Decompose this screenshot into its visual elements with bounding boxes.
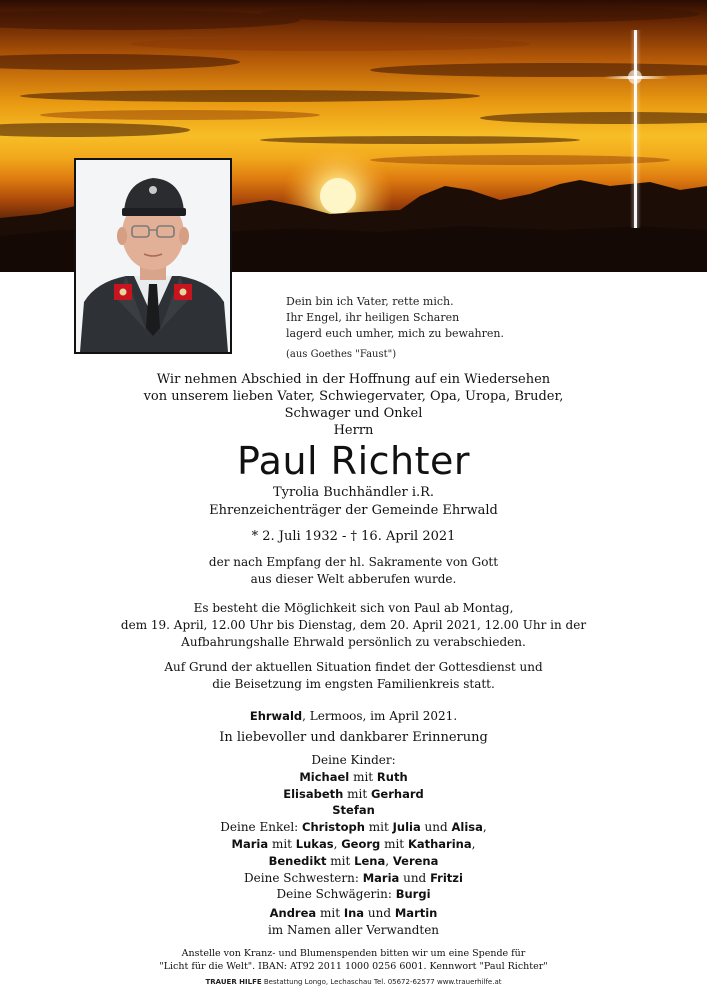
family-name: Benedikt — [268, 853, 327, 868]
viewing-line: Aufbahrungshalle Ehrwald persönlich zu verabschieden. — [181, 635, 526, 649]
family-name: Ruth — [376, 769, 408, 784]
deceased-title — [0, 484, 707, 520]
punctuation: , — [385, 853, 393, 868]
child-entry — [0, 802, 707, 819]
sacrament-text — [0, 554, 707, 588]
service-text — [0, 659, 707, 693]
family-name: Lena — [354, 853, 386, 868]
place-rest: , Lermoos, im April 2021. — [302, 709, 458, 723]
grandchildren-entry — [0, 819, 707, 836]
connector: und — [364, 906, 395, 920]
grandchildren-entry — [0, 853, 707, 870]
grandchildren-label: Deine Enkel: — [220, 820, 303, 835]
family-name: Maria — [362, 870, 400, 885]
quote-line: Dein bin ich Vater, rette mich. — [286, 295, 454, 308]
title-line: Ehrenzeichenträger der Gemeinde Ehrwald — [209, 503, 498, 518]
title-line: Tyrolia Buchhändler i.R. — [272, 485, 435, 500]
child-entry — [0, 786, 707, 803]
place-name: Ehrwald — [249, 709, 303, 723]
family-name: Elisabeth — [283, 786, 344, 801]
intro-text — [0, 371, 707, 439]
life-dates: * 2. Juli 1932 - † 16. April 2021 — [251, 529, 456, 544]
closing-family — [0, 905, 707, 939]
family-name: Martin — [394, 906, 438, 920]
deceased-name: Paul Richter — [236, 439, 471, 483]
family-list — [0, 752, 707, 903]
connector: mit — [316, 906, 344, 920]
quote-source: (aus Goethes "Faust") — [286, 349, 397, 360]
portrait-illustration — [76, 160, 230, 352]
grandchildren-entry — [0, 836, 707, 853]
family-name: Burgi — [395, 887, 431, 902]
sisters-label: Deine Schwestern: — [244, 870, 363, 885]
family-name: Alisa — [451, 820, 483, 835]
family-name: Katharina — [407, 836, 472, 851]
punctuation: , — [482, 820, 487, 835]
viewing-text — [0, 600, 707, 651]
family-name: Julia — [392, 820, 421, 835]
intro-line: Herrn — [333, 423, 374, 438]
connector: mit — [268, 836, 296, 851]
funeral-home-credit — [0, 977, 707, 987]
place-date — [0, 708, 707, 725]
cloud-streaks — [0, 5, 707, 144]
connector: mit — [380, 836, 408, 851]
donation-note — [0, 947, 707, 973]
donation-line: Anstelle von Kranz- und Blumenspenden bitten wir um eine Spende für — [181, 948, 526, 959]
sacrament-line: aus dieser Welt abberufen wurde. — [250, 572, 457, 586]
service-line: Auf Grund der aktuellen Situation findet der Gottesdienst und — [164, 660, 543, 674]
family-name: Michael — [299, 769, 350, 784]
connector: und — [420, 820, 452, 835]
sisters-entry — [0, 870, 707, 887]
family-name: Stefan — [332, 803, 375, 818]
sister-in-law-entry — [0, 886, 707, 903]
brand-contact: Bestattung Longo, Lechaschau Tel. 05672-62577 www.trauerhilfe.at — [261, 978, 502, 986]
connector: mit — [349, 769, 377, 784]
family-name: Gerhard — [370, 786, 424, 801]
family-name: Ina — [343, 906, 365, 920]
family-name: Georg — [341, 836, 381, 851]
family-name: Andrea — [269, 906, 317, 920]
closing-entry — [0, 905, 707, 922]
quote-line: Ihr Engel, ihr heiligen Scharen — [286, 311, 460, 324]
family-name: Lukas — [295, 836, 334, 851]
children-label: Deine Kinder: — [311, 753, 396, 767]
memory-heading: In liebevoller und dankbarer Erinnerung — [219, 730, 488, 745]
family-name: Maria — [231, 836, 269, 851]
family-name: Christoph — [302, 820, 365, 835]
connector: und — [399, 870, 431, 885]
sun — [320, 178, 356, 214]
sacrament-line: der nach Empfang der hl. Sakramente von Gott — [208, 555, 499, 569]
child-entry — [0, 769, 707, 786]
donation-line: "Licht für die Welt". IBAN: AT92 2011 1000 0256 6001. Kennwort "Paul Richter" — [159, 961, 548, 972]
family-name: Verena — [392, 853, 439, 868]
intro-line: Wir nehmen Abschied in der Hoffnung auf ein Wiedersehen — [156, 372, 551, 387]
punctuation: , — [333, 836, 342, 851]
intro-line: Schwager und Onkel — [284, 406, 423, 421]
brand-name: TRAUER HILFE — [205, 978, 262, 986]
poem-quote — [286, 294, 504, 363]
connector: mit — [326, 853, 355, 868]
connector: mit — [364, 820, 393, 835]
intro-line: von unserem lieben Vater, Schwiegervater, Opa, Uropa, Bruder, — [143, 389, 564, 404]
viewing-line: dem 19. April, 12.00 Uhr bis Dienstag, dem 20. April 2021, 12.00 Uhr in der — [120, 618, 587, 632]
service-line: die Beisetzung im engsten Familienkreis statt. — [212, 677, 495, 691]
family-name: Fritzi — [430, 870, 463, 885]
portrait-photo — [74, 158, 232, 354]
sister-in-law-label: Deine Schwägerin: — [276, 887, 396, 902]
punctuation: , — [471, 836, 476, 851]
viewing-line: Es besteht die Möglichkeit sich von Paul ab Montag, — [193, 601, 514, 615]
connector: mit — [343, 786, 371, 801]
relatives-line: im Namen aller Verwandten — [267, 923, 440, 937]
quote-line: lagerd euch umher, mich zu bewahren. — [286, 327, 504, 340]
